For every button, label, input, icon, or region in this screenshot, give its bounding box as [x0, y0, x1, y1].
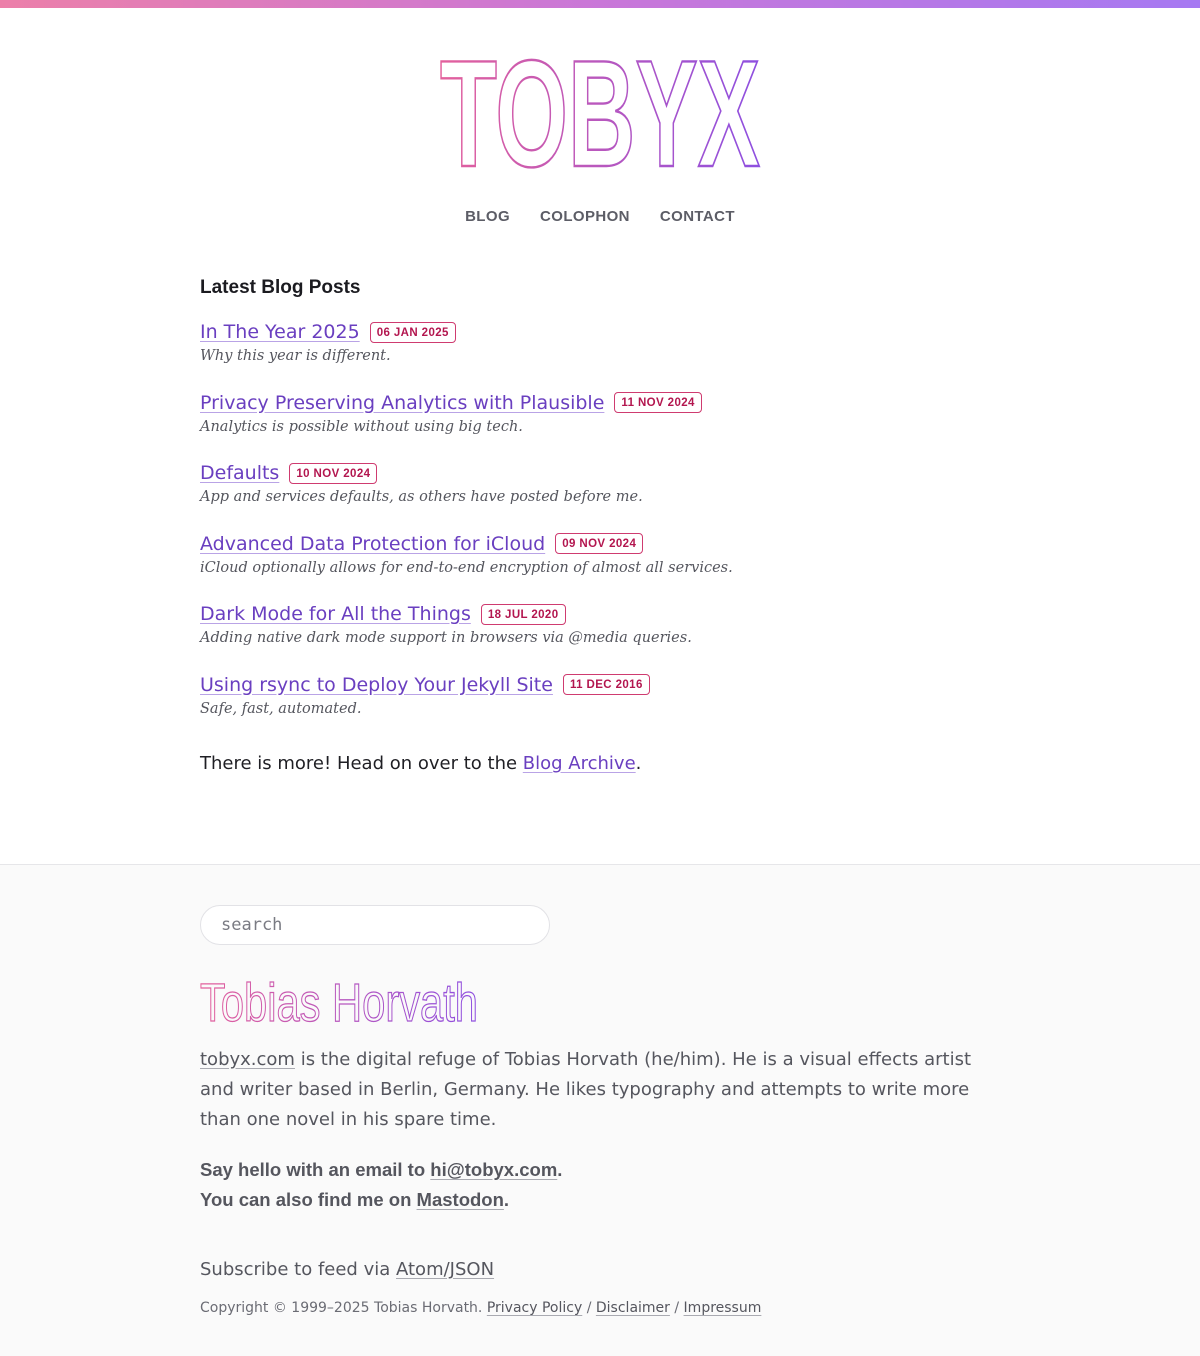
post-description: App and services defaults, as others have posted before me. — [200, 489, 643, 505]
contact-block — [200, 1155, 1010, 1215]
date-badge: 18 JUL 2020 — [481, 604, 566, 625]
bio-text: is the digital refuge of Tobias Horvath (he/him). He is a visual effects artist and writer based in Berlin, Germany. He likes typography and attempts to write more than one novel in his spare time. — [200, 1049, 972, 1130]
date-badge: 11 NOV 2024 — [614, 392, 701, 413]
archive-note-suffix: . — [635, 753, 642, 774]
copyright-line — [200, 1297, 1010, 1319]
post-description: Adding native dark mode support in browsers via @media queries. — [200, 630, 692, 646]
search-input[interactable] — [200, 905, 550, 945]
site-link[interactable]: tobyx.com — [200, 1049, 295, 1070]
disclaimer-link[interactable]: Disclaimer — [595, 1300, 670, 1316]
mastodon-prefix: You can also find me on — [200, 1189, 417, 1210]
section-title: Latest Blog Posts — [200, 277, 361, 298]
list-item — [200, 600, 1000, 671]
top-gradient-bar — [0, 0, 1200, 8]
impressum-link[interactable]: Impressum — [683, 1300, 762, 1316]
list-item — [200, 318, 1000, 389]
logo-wordmark — [430, 29, 770, 199]
mastodon-link[interactable]: Mastodon — [416, 1189, 504, 1210]
nav-blog[interactable]: BLOG — [465, 208, 511, 225]
date-badge: 06 JAN 2025 — [370, 322, 456, 343]
post-title-link[interactable]: Dark Mode for All the Things — [200, 603, 471, 625]
post-description: Analytics is possible without using big tech. — [200, 418, 523, 435]
feed-link[interactable]: Atom/JSON — [396, 1259, 495, 1280]
nav-contact[interactable]: CONTACT — [659, 208, 735, 225]
post-list — [200, 318, 1000, 741]
list-item — [200, 459, 1000, 530]
post-description: Safe, fast, automated. — [200, 700, 362, 717]
list-item — [200, 530, 1000, 601]
site-footer — [0, 864, 1200, 1356]
author-name-text: Tobias Horvath — [200, 973, 478, 1033]
privacy-policy-link[interactable]: Privacy Policy — [486, 1300, 583, 1316]
subscribe-line — [200, 1255, 1010, 1285]
email-link[interactable]: hi@tobyx.com — [430, 1159, 558, 1180]
main-nav — [0, 208, 1200, 225]
logo-text: TOBYX — [440, 29, 760, 199]
copyright-text: Copyright © 1999–2025 Tobias Horvath. — [200, 1300, 487, 1316]
date-badge: 10 NOV 2024 — [289, 463, 377, 484]
post-title-link[interactable]: In The Year 2025 — [200, 321, 360, 343]
post-title-link[interactable]: Using rsync to Deploy Your Jekyll Site — [200, 673, 553, 696]
legal-separator: / — [582, 1300, 596, 1316]
blog-archive-link[interactable]: Blog Archive — [522, 753, 636, 774]
post-title-link[interactable]: Privacy Preserving Analytics with Plausible — [200, 391, 605, 414]
main-content — [200, 274, 1000, 774]
archive-note — [200, 753, 1000, 774]
site-logo[interactable] — [0, 29, 1200, 199]
subscribe-prefix: Subscribe to feed via — [200, 1259, 396, 1280]
mastodon-suffix: . — [503, 1189, 510, 1210]
post-description: iCloud optionally allows for end-to-end encryption of almost all services. — [200, 559, 733, 576]
legal-separator: / — [669, 1300, 684, 1316]
post-description: Why this year is different. — [200, 348, 391, 364]
archive-note-prefix: There is more! Head on over to the — [200, 753, 523, 774]
list-item — [200, 671, 1000, 742]
post-title-link[interactable]: Defaults — [200, 462, 280, 484]
date-badge: 11 DEC 2016 — [563, 674, 650, 695]
date-badge: 09 NOV 2024 — [555, 533, 643, 554]
email-suffix: . — [557, 1159, 563, 1180]
bio-paragraph — [200, 1045, 1010, 1135]
nav-colophon[interactable]: COLOPHON — [540, 208, 630, 225]
email-prefix: Say hello with an email to — [200, 1159, 431, 1180]
post-title-link[interactable]: Advanced Data Protection for iCloud — [200, 532, 546, 555]
author-name-heading — [200, 971, 490, 1031]
list-item — [200, 389, 1000, 460]
